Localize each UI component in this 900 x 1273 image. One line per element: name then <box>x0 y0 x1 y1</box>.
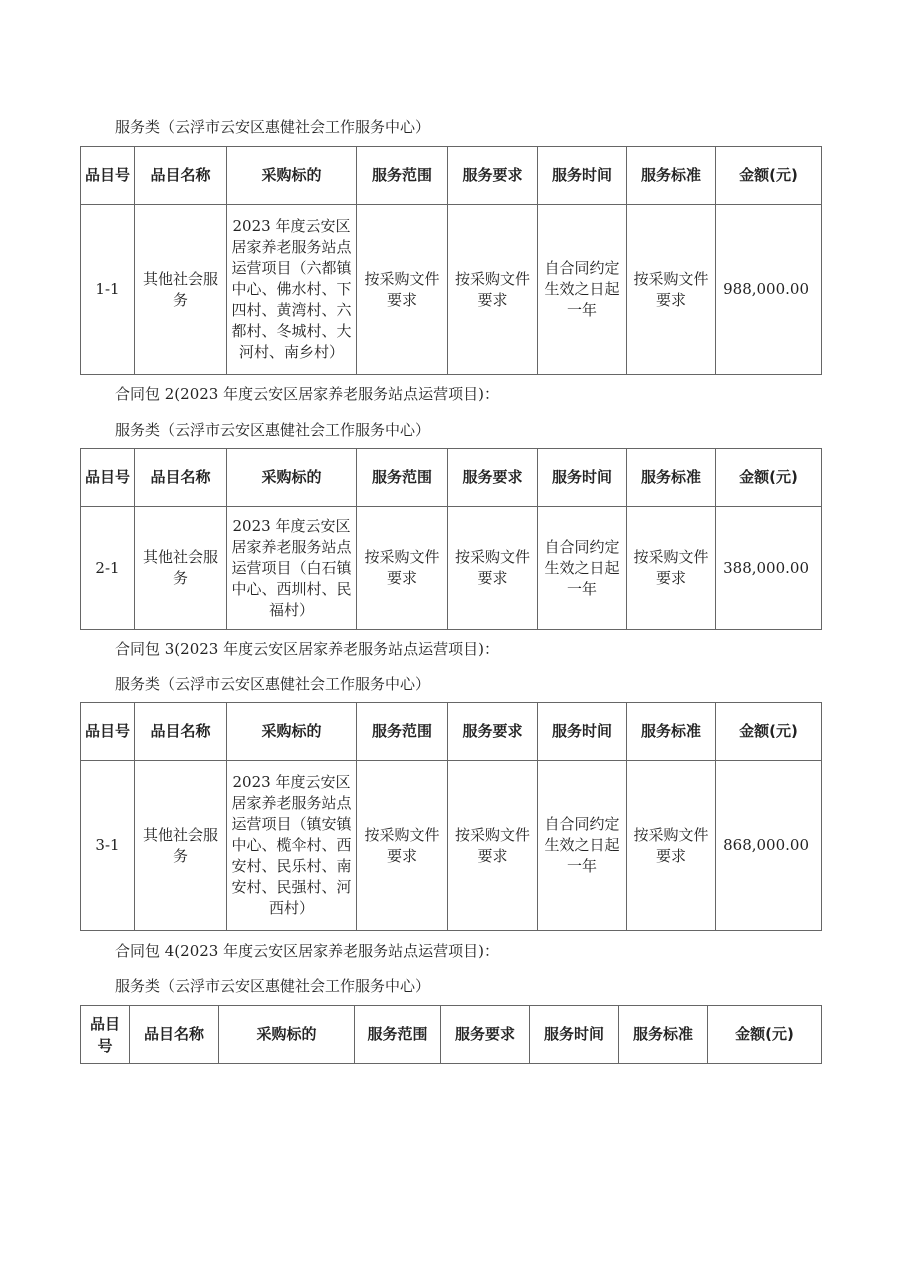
requirement-cell: 按采购文件要求 <box>448 205 538 375</box>
header-target: 采购标的 <box>227 449 357 507</box>
item-name-cell: 其他社会服务 <box>135 507 227 630</box>
time-cell: 自合同约定生效之日起一年 <box>538 761 627 931</box>
header-amount: 金额(元) <box>716 449 822 507</box>
procurement-table <box>80 146 822 375</box>
requirement-cell: 按采购文件要求 <box>448 761 538 931</box>
header-requirement: 服务要求 <box>448 449 538 507</box>
header-scope: 服务范围 <box>357 449 448 507</box>
category-label: 服务类（云浮市云安区惠健社会工作服务中心） <box>115 675 431 693</box>
header-amount: 金额(元) <box>716 147 822 205</box>
target-cell: 2023 年度云安区居家养老服务站点运营项目（六都镇中心、佛水村、下四村、黄湾村、六都村、冬城村、大河村、南乡村） <box>227 205 357 375</box>
table-row <box>81 205 822 375</box>
header-scope: 服务范围 <box>357 147 448 205</box>
table-header-row <box>81 147 822 205</box>
amount-cell: 988,000.00 <box>716 205 822 375</box>
header-item-no: 品目 号 <box>81 1006 130 1064</box>
category-label: 服务类（云浮市云安区惠健社会工作服务中心） <box>115 977 431 995</box>
header-item-name: 品目名称 <box>135 703 227 761</box>
header-amount: 金额(元) <box>716 703 822 761</box>
scope-cell: 按采购文件要求 <box>357 761 448 931</box>
category-label: 服务类（云浮市云安区惠健社会工作服务中心） <box>115 118 431 136</box>
header-requirement: 服务要求 <box>448 147 538 205</box>
time-cell: 自合同约定生效之日起一年 <box>538 507 627 630</box>
header-requirement: 服务要求 <box>448 703 538 761</box>
package-label: 合同包 4(2023 年度云安区居家养老服务站点运营项目)： <box>115 942 499 960</box>
header-target: 采购标的 <box>227 703 357 761</box>
procurement-table <box>80 1005 822 1064</box>
category-label: 服务类（云浮市云安区惠健社会工作服务中心） <box>115 421 431 439</box>
scope-cell: 按采购文件要求 <box>357 507 448 630</box>
table-header-row <box>81 1006 822 1064</box>
standard-cell: 按采购文件要求 <box>627 761 716 931</box>
header-item-no: 品目号 <box>81 703 135 761</box>
header-time: 服务时间 <box>538 147 627 205</box>
target-cell: 2023 年度云安区居家养老服务站点运营项目（白石镇中心、西圳村、民福村） <box>227 507 357 630</box>
header-time: 服务时间 <box>530 1006 619 1064</box>
header-scope: 服务范围 <box>355 1006 441 1064</box>
header-standard: 服务标准 <box>627 147 716 205</box>
header-scope: 服务范围 <box>357 703 448 761</box>
target-cell: 2023 年度云安区居家养老服务站点运营项目（镇安镇中心、榄伞村、西安村、民乐村、南安村、民强村、河西村） <box>227 761 357 931</box>
table-row <box>81 507 822 630</box>
header-standard: 服务标准 <box>619 1006 708 1064</box>
procurement-table <box>80 702 822 931</box>
header-amount: 金额(元) <box>708 1006 822 1064</box>
package-label: 合同包 3(2023 年度云安区居家养老服务站点运营项目)： <box>115 640 499 658</box>
header-time: 服务时间 <box>538 449 627 507</box>
item-no-cell: 3-1 <box>81 761 135 931</box>
header-item-no: 品目号 <box>81 147 135 205</box>
item-no-cell: 2-1 <box>81 507 135 630</box>
scope-cell: 按采购文件要求 <box>357 205 448 375</box>
requirement-cell: 按采购文件要求 <box>448 507 538 630</box>
header-target: 采购标的 <box>219 1006 355 1064</box>
table-header-row <box>81 703 822 761</box>
header-standard: 服务标准 <box>627 703 716 761</box>
header-item-name: 品目名称 <box>135 449 227 507</box>
table-row <box>81 761 822 931</box>
amount-cell: 868,000.00 <box>716 761 822 931</box>
item-no-cell: 1-1 <box>81 205 135 375</box>
header-time: 服务时间 <box>538 703 627 761</box>
header-standard: 服务标准 <box>627 449 716 507</box>
header-item-name: 品目名称 <box>135 147 227 205</box>
header-item-no: 品目号 <box>81 449 135 507</box>
standard-cell: 按采购文件要求 <box>627 205 716 375</box>
package-label: 合同包 2(2023 年度云安区居家养老服务站点运营项目)： <box>115 385 499 403</box>
item-name-cell: 其他社会服务 <box>135 205 227 375</box>
standard-cell: 按采购文件要求 <box>627 507 716 630</box>
table-header-row <box>81 449 822 507</box>
header-target: 采购标的 <box>227 147 357 205</box>
header-requirement: 服务要求 <box>441 1006 530 1064</box>
header-item-name: 品目名称 <box>130 1006 219 1064</box>
time-cell: 自合同约定生效之日起一年 <box>538 205 627 375</box>
item-name-cell: 其他社会服务 <box>135 761 227 931</box>
procurement-table <box>80 448 822 630</box>
amount-cell: 388,000.00 <box>716 507 822 630</box>
